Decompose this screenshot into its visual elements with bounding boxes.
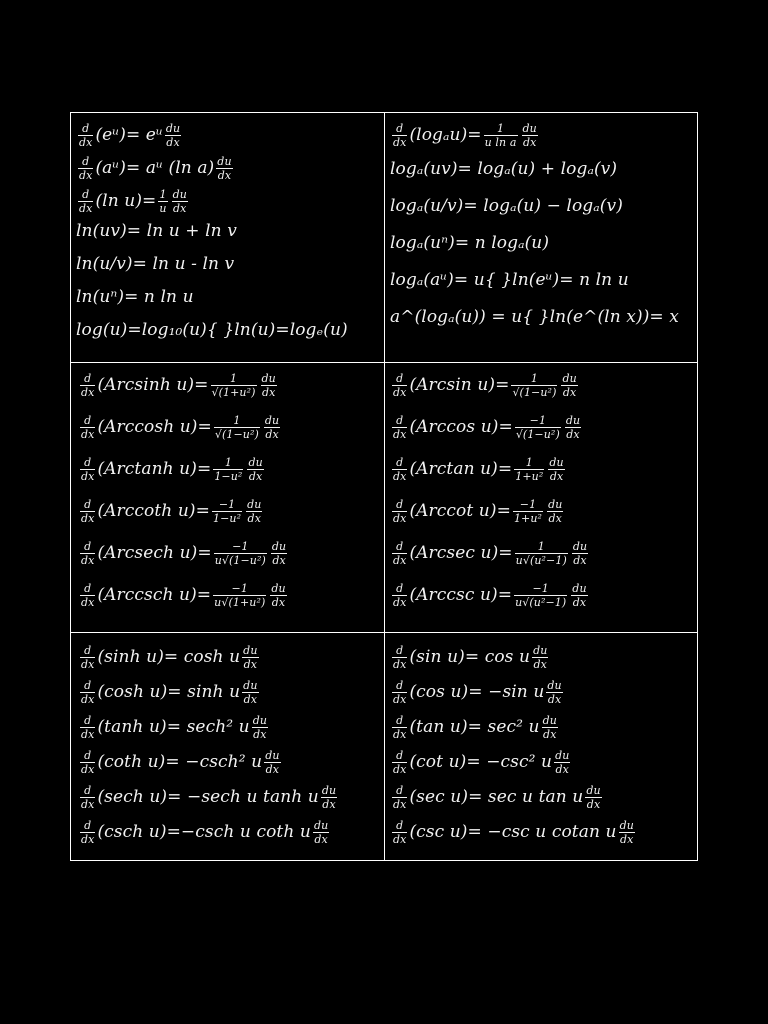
coefficient-fraction-numerator: 1 <box>213 456 243 470</box>
formula-line <box>390 456 567 483</box>
derivative-operator-denominator: dx <box>81 693 95 706</box>
du-dx-fraction-denominator: dx <box>572 596 587 609</box>
formula-expression: (eᵘ)= eᵘ <box>95 125 163 145</box>
derivative-operator-denominator: dx <box>81 596 95 609</box>
derivative-operator-denominator: dx <box>81 428 95 441</box>
coefficient-fraction <box>515 414 561 441</box>
du-dx-fraction <box>271 540 287 567</box>
derivative-operator-denominator: dx <box>79 169 93 182</box>
derivative-operator <box>80 456 95 483</box>
derivative-operator <box>80 498 95 525</box>
derivative-operator-numerator: d <box>392 414 407 428</box>
du-dx-fraction-denominator: dx <box>549 470 564 483</box>
du-dx-fraction-numerator: du <box>252 714 268 727</box>
du-dx-fraction-denominator: dx <box>586 798 601 811</box>
formula-line <box>390 372 580 399</box>
derivative-operator <box>392 714 407 741</box>
derivative-operator-denominator: dx <box>393 693 407 706</box>
formula-expression: (Arccot u)= <box>409 501 511 521</box>
du-dx-fraction-numerator: du <box>217 155 232 168</box>
coefficient-fraction-denominator: u√(1+u²) <box>214 596 266 609</box>
du-dx-fraction-denominator: dx <box>253 728 267 741</box>
derivative-operator <box>392 414 407 441</box>
derivative-operator <box>80 582 95 609</box>
formula-expression: (Arccsch u)= <box>97 585 212 605</box>
du-dx-fraction-denominator: dx <box>314 833 328 846</box>
du-dx-fraction <box>313 819 329 846</box>
formula-line <box>390 679 565 706</box>
derivative-operator-denominator: dx <box>81 470 95 483</box>
du-dx-fraction-numerator: du <box>248 456 263 469</box>
du-dx-fraction-numerator: du <box>247 498 262 511</box>
formula-expression: (tan u)= sec² u <box>409 717 540 737</box>
derivative-operator-numerator: d <box>392 749 407 763</box>
du-dx-fraction-denominator: dx <box>166 136 180 149</box>
derivative-operator <box>80 679 95 706</box>
derivative-operator-numerator: d <box>392 372 407 386</box>
coefficient-fraction-denominator: 1+u² <box>515 470 544 483</box>
formula-expression: (Arcsech u)= <box>97 543 212 563</box>
coefficient-fraction <box>514 582 567 609</box>
coefficient-fraction <box>214 414 260 441</box>
derivative-operator-numerator: d <box>80 372 95 386</box>
coefficient-fraction-numerator: −1 <box>214 540 267 554</box>
derivative-operator <box>78 188 93 215</box>
du-dx-fraction-numerator: du <box>572 540 588 553</box>
derivative-operator-denominator: dx <box>393 763 407 776</box>
formula-line <box>78 372 279 399</box>
du-dx-fraction-denominator: dx <box>543 728 557 741</box>
derivative-operator-numerator: d <box>392 122 407 136</box>
coefficient-fraction-numerator: 1 <box>514 456 544 470</box>
formula-expression: ln(uⁿ)= n ln u <box>76 287 194 307</box>
du-dx-fraction-numerator: du <box>271 540 287 553</box>
formula-expression: log(u)=log₁₀(u){ }ln(u)=logₑ(u) <box>76 320 348 340</box>
derivative-operator-denominator: dx <box>393 658 407 671</box>
du-dx-fraction <box>571 582 587 609</box>
coefficient-fraction-denominator: 1+u² <box>513 512 543 525</box>
du-dx-fraction <box>532 644 548 671</box>
derivative-operator-denominator: dx <box>81 833 95 846</box>
formula-expression: (sec u)= sec u tan u <box>409 787 584 807</box>
formula-line <box>76 320 348 340</box>
du-dx-fraction-denominator: dx <box>247 512 261 525</box>
formula-line <box>78 714 270 741</box>
coefficient-fraction-numerator: 1 <box>511 372 557 386</box>
du-dx-fraction <box>321 784 337 811</box>
du-dx-fraction <box>246 498 262 525</box>
coefficient-fraction-denominator: u√(1−u²) <box>214 554 266 567</box>
formula-expression: (coth u)= −csch² u <box>97 752 263 772</box>
derivative-operator <box>78 155 93 182</box>
formula-expression: logₐ(aᵘ)= u{ }ln(eᵘ)= n ln u <box>390 270 629 290</box>
derivative-operator-denominator: dx <box>81 554 95 567</box>
formula-line <box>390 270 629 290</box>
derivative-operator-denominator: dx <box>393 136 407 149</box>
coefficient-fraction-denominator: u√(u²−1) <box>515 554 567 567</box>
du-dx-fraction-numerator: du <box>586 784 601 797</box>
formula-line <box>78 784 339 811</box>
du-dx-fraction-denominator: dx <box>533 658 547 671</box>
formula-line <box>390 414 583 441</box>
formula-line <box>78 540 289 567</box>
formula-expression: (Arcsinh u)= <box>97 375 209 395</box>
coefficient-fraction-denominator: u√(u²−1) <box>515 596 567 609</box>
coefficient-fraction-numerator: −1 <box>213 582 266 596</box>
du-dx-fraction-denominator: dx <box>217 169 232 182</box>
formula-expression: (logₐu)= <box>409 125 482 145</box>
derivative-operator <box>392 122 407 149</box>
coefficient-fraction-numerator: −1 <box>515 414 561 428</box>
formula-line <box>78 644 261 671</box>
du-dx-fraction-numerator: du <box>243 679 258 692</box>
coefficient-fraction <box>158 188 167 215</box>
du-dx-fraction-denominator: dx <box>243 658 258 671</box>
du-dx-fraction-denominator: dx <box>261 386 276 399</box>
formula-expression: (Arcsin u)= <box>409 375 510 395</box>
du-dx-fraction <box>619 819 635 846</box>
du-dx-fraction-denominator: dx <box>271 596 286 609</box>
formula-line <box>390 714 560 741</box>
du-dx-fraction-denominator: dx <box>243 693 258 706</box>
formula-line <box>390 122 540 149</box>
coefficient-fraction-denominator: √(1−u²) <box>512 386 557 399</box>
derivative-operator-denominator: dx <box>393 386 407 399</box>
formula-line <box>76 122 183 149</box>
formula-line <box>78 819 331 846</box>
derivative-operator-numerator: d <box>78 188 93 202</box>
row-divider-2 <box>70 632 698 633</box>
du-dx-fraction <box>546 679 562 706</box>
derivative-operator-denominator: dx <box>81 512 95 525</box>
derivative-operator <box>392 456 407 483</box>
formula-line <box>390 540 590 567</box>
du-dx-fraction-denominator: dx <box>173 202 187 215</box>
formula-expression: (ln u)= <box>95 191 157 211</box>
du-dx-fraction-numerator: du <box>562 372 577 385</box>
derivative-operator-numerator: d <box>80 784 95 798</box>
coefficient-fraction-denominator: √(1−u²) <box>515 428 560 441</box>
du-dx-fraction <box>572 540 588 567</box>
formula-line <box>76 254 234 274</box>
derivative-operator-denominator: dx <box>393 554 407 567</box>
du-dx-fraction-denominator: dx <box>547 693 562 706</box>
formula-line <box>76 287 194 307</box>
derivative-operator-denominator: dx <box>393 596 407 609</box>
du-dx-fraction <box>522 122 538 149</box>
coefficient-fraction <box>213 456 243 483</box>
du-dx-fraction-numerator: du <box>261 372 276 385</box>
derivative-operator-numerator: d <box>80 456 95 470</box>
du-dx-fraction <box>270 582 286 609</box>
formula-line <box>78 749 283 776</box>
formula-expression: (Arccoth u)= <box>97 501 210 521</box>
du-dx-fraction-numerator: du <box>619 819 634 832</box>
formula-line <box>390 159 617 179</box>
derivative-operator-numerator: d <box>80 644 95 658</box>
derivative-operator-numerator: d <box>78 155 93 169</box>
coefficient-fraction-denominator: √(1+u²) <box>211 386 256 399</box>
coefficient-fraction <box>212 498 242 525</box>
du-dx-fraction-denominator: dx <box>272 554 286 567</box>
derivative-operator-numerator: d <box>392 498 407 512</box>
derivative-operator-numerator: d <box>78 122 93 136</box>
derivative-operator <box>78 122 93 149</box>
coefficient-fraction-denominator: 1−u² <box>214 470 243 483</box>
derivative-operator <box>80 644 95 671</box>
derivative-operator-numerator: d <box>392 819 407 833</box>
du-dx-fraction-numerator: du <box>321 784 337 797</box>
formula-expression: (aᵘ)= aᵘ (ln a) <box>95 158 215 178</box>
du-dx-fraction <box>565 414 581 441</box>
du-dx-fraction-numerator: du <box>533 644 548 657</box>
du-dx-fraction-denominator: dx <box>555 763 569 776</box>
derivative-operator-denominator: dx <box>81 658 95 671</box>
derivative-operator-denominator: dx <box>81 386 95 399</box>
du-dx-fraction <box>216 155 232 182</box>
du-dx-fraction <box>172 188 188 215</box>
coefficient-fraction <box>211 372 257 399</box>
formula-line <box>390 196 623 216</box>
formula-expression: (tanh u)= sech² u <box>97 717 250 737</box>
derivative-operator <box>392 749 407 776</box>
formula-line <box>78 679 261 706</box>
du-dx-fraction-denominator: dx <box>248 470 263 483</box>
derivative-operator-numerator: d <box>80 414 95 428</box>
derivative-operator-numerator: d <box>80 540 95 554</box>
du-dx-fraction <box>554 749 570 776</box>
formula-expression: logₐ(u/v)= logₐ(u) − logₐ(v) <box>390 196 623 216</box>
derivative-operator-numerator: d <box>80 679 95 693</box>
coefficient-fraction-denominator: √(1−u²) <box>214 428 259 441</box>
derivative-operator-numerator: d <box>392 582 407 596</box>
derivative-operator-denominator: dx <box>79 136 93 149</box>
du-dx-fraction <box>242 679 258 706</box>
derivative-operator <box>392 679 407 706</box>
formula-line <box>390 644 550 671</box>
derivative-operator-numerator: d <box>392 540 407 554</box>
derivative-operator-numerator: d <box>80 819 95 833</box>
du-dx-fraction-numerator: du <box>243 644 258 657</box>
du-dx-fraction <box>561 372 577 399</box>
derivative-operator-denominator: dx <box>393 470 407 483</box>
formula-expression: (Arccosh u)= <box>97 417 212 437</box>
formula-line <box>76 155 235 182</box>
coefficient-fraction <box>484 122 518 149</box>
du-dx-fraction-numerator: du <box>572 582 587 595</box>
formula-expression: logₐ(uⁿ)= n logₐ(u) <box>390 233 550 253</box>
derivative-operator-numerator: d <box>392 679 407 693</box>
du-dx-fraction <box>547 498 563 525</box>
formula-expression: (Arccos u)= <box>409 417 513 437</box>
coefficient-fraction <box>514 456 544 483</box>
formula-expression: logₐ(uv)= logₐ(u) + logₐ(v) <box>390 159 618 179</box>
du-dx-fraction-numerator: du <box>271 582 286 595</box>
formula-line <box>76 188 190 215</box>
formula-line <box>390 498 565 525</box>
formula-expression: (Arcsec u)= <box>409 543 513 563</box>
du-dx-fraction <box>264 749 280 776</box>
coefficient-fraction <box>511 372 557 399</box>
du-dx-fraction-denominator: dx <box>265 428 279 441</box>
derivative-operator-numerator: d <box>80 498 95 512</box>
coefficient-fraction-numerator: −1 <box>212 498 242 512</box>
du-dx-fraction <box>542 714 558 741</box>
formula-expression: (csc u)= −csc u cotan u <box>409 822 617 842</box>
formula-line <box>78 456 266 483</box>
du-dx-fraction-denominator: dx <box>265 763 280 776</box>
coefficient-fraction <box>214 540 267 567</box>
derivative-operator-denominator: dx <box>81 728 95 741</box>
coefficient-fraction-numerator: 1 <box>484 122 518 136</box>
formula-line <box>390 819 637 846</box>
du-dx-fraction-numerator: du <box>547 679 562 692</box>
coefficient-fraction-numerator: 1 <box>214 414 260 428</box>
derivative-operator-denominator: dx <box>393 428 407 441</box>
formula-line <box>78 414 282 441</box>
row-divider-1 <box>70 362 698 363</box>
coefficient-fraction-denominator: u ln a <box>484 136 517 149</box>
coefficient-fraction-numerator: 1 <box>515 540 568 554</box>
du-dx-fraction-numerator: du <box>522 122 537 135</box>
formula-line <box>76 221 237 241</box>
derivative-operator <box>392 644 407 671</box>
derivative-operator <box>80 372 95 399</box>
derivative-operator-numerator: d <box>392 784 407 798</box>
du-dx-fraction <box>247 456 263 483</box>
formula-expression: ln(uv)= ln u + ln v <box>76 221 237 241</box>
formula-line <box>78 498 264 525</box>
du-dx-fraction <box>264 414 280 441</box>
derivative-operator-numerator: d <box>392 456 407 470</box>
derivative-operator <box>80 714 95 741</box>
formula-expression: (Arctan u)= <box>409 459 513 479</box>
derivative-operator-denominator: dx <box>393 728 407 741</box>
du-dx-fraction <box>261 372 277 399</box>
formula-expression: ln(u/v)= ln u - ln v <box>76 254 235 274</box>
coefficient-fraction <box>213 582 266 609</box>
coefficient-fraction <box>513 498 543 525</box>
derivative-operator-numerator: d <box>392 644 407 658</box>
derivative-operator-denominator: dx <box>393 798 407 811</box>
derivative-operator-denominator: dx <box>393 833 407 846</box>
formula-line <box>390 307 679 327</box>
du-dx-fraction-numerator: du <box>265 749 280 762</box>
derivative-operator-numerator: d <box>392 714 407 728</box>
formula-expression: (sech u)= −sech u tanh u <box>97 787 319 807</box>
derivative-operator-denominator: dx <box>81 763 95 776</box>
coefficient-fraction-numerator: 1 <box>211 372 257 386</box>
derivative-operator-numerator: d <box>80 714 95 728</box>
derivative-operator-denominator: dx <box>81 798 95 811</box>
du-dx-fraction-denominator: dx <box>548 512 562 525</box>
formula-line <box>78 582 289 609</box>
du-dx-fraction <box>242 644 258 671</box>
derivative-operator <box>80 414 95 441</box>
formula-expression: a^(logₐ(u)) = u{ }ln(e^(ln x))= x <box>390 307 679 327</box>
derivative-operator-numerator: d <box>80 749 95 763</box>
derivative-operator <box>80 819 95 846</box>
du-dx-fraction-numerator: du <box>555 749 570 762</box>
derivative-operator <box>392 819 407 846</box>
formula-expression: (Arccsc u)= <box>409 585 513 605</box>
du-dx-fraction-numerator: du <box>549 456 564 469</box>
derivative-operator <box>392 582 407 609</box>
derivative-operator <box>80 540 95 567</box>
du-dx-fraction-numerator: du <box>172 188 187 201</box>
du-dx-fraction-denominator: dx <box>620 833 634 846</box>
du-dx-fraction-numerator: du <box>165 122 181 135</box>
column-divider <box>384 112 385 861</box>
du-dx-fraction-numerator: du <box>542 714 557 727</box>
du-dx-fraction-denominator: dx <box>562 386 577 399</box>
derivative-operator-denominator: dx <box>79 202 93 215</box>
derivative-operator <box>392 372 407 399</box>
coefficient-fraction-denominator: 1−u² <box>212 512 242 525</box>
derivative-operator <box>392 498 407 525</box>
du-dx-fraction <box>585 784 601 811</box>
derivative-operator <box>392 540 407 567</box>
coefficient-fraction-numerator: 1 <box>159 188 167 201</box>
formula-expression: (cot u)= −csc² u <box>409 752 553 772</box>
derivative-operator <box>392 784 407 811</box>
du-dx-fraction-denominator: dx <box>566 428 580 441</box>
du-dx-fraction-numerator: du <box>264 414 280 427</box>
du-dx-fraction <box>165 122 181 149</box>
du-dx-fraction-denominator: dx <box>573 554 587 567</box>
du-dx-fraction-denominator: dx <box>522 136 537 149</box>
du-dx-fraction-numerator: du <box>565 414 581 427</box>
formula-expression: (cosh u)= sinh u <box>97 682 241 702</box>
formula-expression: (cos u)= −sin u <box>409 682 545 702</box>
coefficient-fraction-denominator: u <box>159 202 167 215</box>
du-dx-fraction-numerator: du <box>313 819 329 832</box>
derivative-operator <box>80 784 95 811</box>
formula-expression: (sinh u)= cosh u <box>97 647 241 667</box>
derivative-operator <box>80 749 95 776</box>
formula-expression: (Arctanh u)= <box>97 459 212 479</box>
du-dx-fraction <box>252 714 268 741</box>
du-dx-fraction-denominator: dx <box>322 798 336 811</box>
du-dx-fraction-numerator: du <box>548 498 563 511</box>
formula-expression: (sin u)= cos u <box>409 647 531 667</box>
formula-expression: (csch u)=−csch u coth u <box>97 822 311 842</box>
du-dx-fraction <box>548 456 564 483</box>
formula-line <box>390 582 590 609</box>
derivative-operator-denominator: dx <box>393 512 407 525</box>
formula-line <box>390 749 572 776</box>
formula-line <box>390 233 549 253</box>
coefficient-fraction-numerator: −1 <box>514 582 567 596</box>
coefficient-fraction <box>515 540 568 567</box>
formula-line <box>390 784 604 811</box>
coefficient-fraction-numerator: −1 <box>513 498 543 512</box>
derivative-operator-numerator: d <box>80 582 95 596</box>
